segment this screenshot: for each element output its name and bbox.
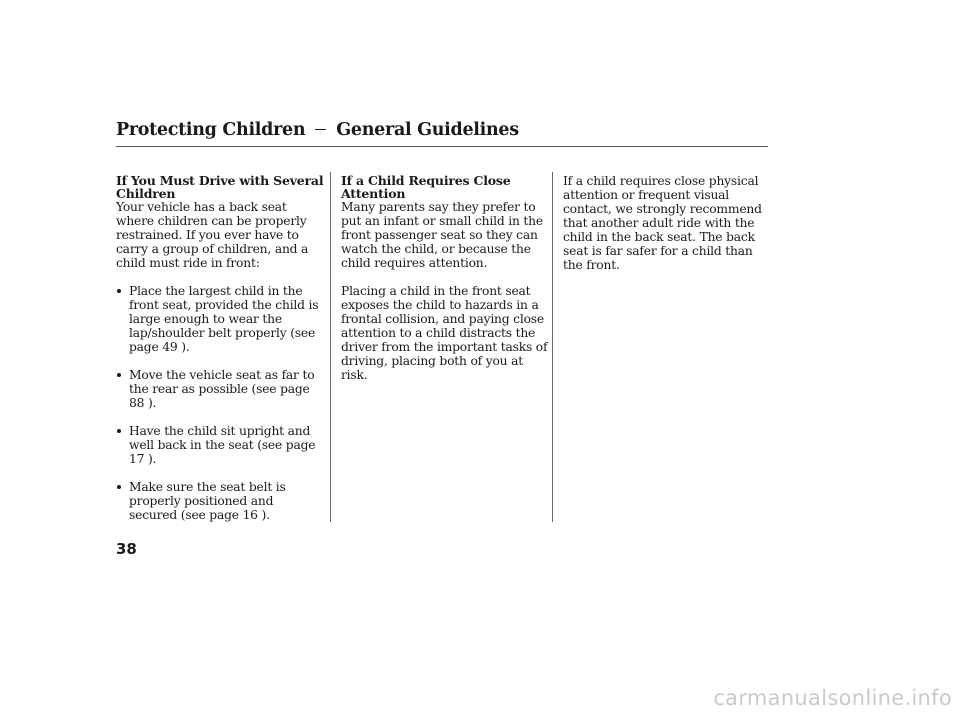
bullet-icon [117,485,121,489]
list-item [116,284,324,354]
bullet-icon [117,289,121,293]
section-title: Protecting Children [116,120,306,140]
header-rule [116,146,768,147]
list-item [116,480,324,522]
paragraph: Many parents say they prefer to put an infant or small child in the front passenger seat so they can watch the child, or because the child requires attention. [341,200,543,270]
column-recommendation [563,174,775,286]
column-close-attention [341,174,549,396]
intro-paragraph: Your vehicle has a back seat where children can be properly restrained. If you ever have to carry a group of children, and a child must ride in front: [116,200,309,270]
page-header [116,120,519,140]
heading-close-attention: If a Child Requires Close Attention [341,173,511,201]
list-item [116,424,324,466]
column-divider-2 [552,172,553,522]
bullet-text: Have the child sit upright and well back in the seat (see page 17 ). [129,424,316,466]
subsection-title: General Guidelines [336,120,519,140]
header-dash [315,129,326,130]
bullet-text: Move the vehicle seat as far to the rear as possible (see page 88 ). [129,368,315,410]
paragraph: Placing a child in the front seat exposes the child to hazards in a frontal collision, and paying close attention to a child distracts the driver from the important tasks of driving, placing both of you at risk. [341,284,548,382]
bullet-icon [117,429,121,433]
bullet-text: Make sure the seat belt is properly positioned and secured (see page 16 ). [129,480,286,522]
bullet-text: Place the largest child in the front seat, provided the child is large enough to wear the lap/shoulder belt properly (see page 49 ). [129,284,319,354]
watermark: carmanualsonline.info [713,686,952,710]
guideline-list [116,284,324,522]
list-item [116,368,324,410]
paragraph: If a child requires close physical attention or frequent visual contact, we strongly recommend that another adult ride with the child in the back seat. The back seat is far safer for a child than the front. [563,174,762,272]
page-number: 38 [116,540,137,558]
bullet-icon [117,373,121,377]
column-several-children [116,174,324,536]
heading-several-children: If You Must Drive with Several Children [116,173,324,201]
column-divider-1 [330,172,331,522]
